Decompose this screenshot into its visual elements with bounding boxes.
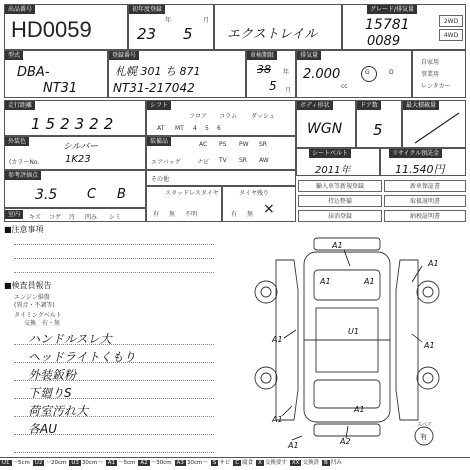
lot-cell (4, 4, 128, 50)
body-cell (296, 100, 356, 148)
displacement-cell (296, 50, 412, 98)
model-name: エクストレイル (227, 27, 318, 42)
rating-label: 参考評価点 (5, 171, 41, 180)
caution-line-2 (14, 258, 214, 259)
engine-sub: (異音・不調等) (14, 302, 55, 309)
legend-desc: 〜5cm (12, 460, 30, 466)
spare-label: スペア (417, 422, 433, 428)
capacity-cell (402, 100, 466, 148)
first-reg-year: 23 (137, 25, 157, 43)
doors-value: 5 (373, 121, 383, 139)
color-cell (4, 136, 146, 170)
fuel-d: D (389, 69, 394, 76)
doc-warranty: 新車保証書 (384, 180, 466, 192)
legend-item (106, 458, 136, 469)
cert-maintenance: 持込整備 (298, 195, 382, 207)
damage-mark-7: A1 (424, 341, 435, 350)
damage-mark-1: A1 (332, 241, 343, 250)
tire-value: × (263, 201, 275, 217)
caution-label: ■注意事項 (4, 225, 44, 234)
first-reg-label: 初年度登録 (129, 5, 165, 14)
studless-label: スタッドレスタイヤ (165, 190, 219, 197)
inspection-year-unit: 年 (283, 69, 290, 76)
legend-key: U3 (71, 460, 79, 466)
type-bottom: NT31 (43, 81, 78, 96)
legend-key: XX (291, 460, 300, 466)
legend-key: S (212, 460, 217, 466)
shift-type-5: 5 (205, 125, 209, 132)
rating-interior: C (87, 187, 97, 202)
use-business: 事業用 (421, 71, 440, 78)
interior-scratch: キズ (29, 214, 41, 221)
interior-dirt: 汚 (69, 214, 76, 221)
reg-label: 登録番号 (109, 51, 139, 60)
legend-desc: 交換要す (264, 460, 287, 466)
shift-type-4: 4 (193, 125, 197, 132)
report-note-4: 下廻りS (28, 386, 72, 400)
displacement-value: 2.000 (303, 67, 341, 82)
legend-item (69, 458, 102, 469)
legend-key: A2 (140, 460, 148, 466)
legend-desc: 〜30cm (150, 460, 172, 466)
doors-cell (356, 100, 402, 148)
first-reg-cell (128, 4, 214, 50)
legend-key: A3 (176, 460, 184, 466)
report-note-1: ハンドルスレ大 (28, 332, 112, 346)
type-top: DBA- (17, 65, 50, 80)
car-damage-diagram (236, 230, 466, 455)
fuel-g: G (365, 69, 370, 76)
equip-label: 装備品 (147, 137, 171, 146)
equip-sr-top: SR (259, 141, 267, 148)
tire-yes: 有 (231, 211, 238, 218)
model-cell (214, 4, 342, 50)
use-private: 自家用 (421, 59, 440, 66)
equip-sr: SR (239, 157, 247, 164)
seatbelt-value: 2011年 (315, 165, 351, 176)
damage-mark-6: A1 (272, 335, 283, 344)
engine-label: エンジン損傷 (14, 294, 50, 301)
timing-sub: 交換 有・無 (24, 320, 61, 327)
recycle-cell (380, 148, 466, 176)
inspector-label: ■検査員報告 (4, 281, 52, 290)
tire-no: 無 (247, 211, 254, 218)
legend-item (322, 458, 342, 469)
rating-cell (4, 170, 146, 208)
body-label: ボディ形状 (297, 101, 333, 110)
inspection-label: 車検期限 (247, 51, 277, 60)
caution-line-1 (14, 244, 214, 245)
grade-label: グレード/排気量 (367, 5, 417, 14)
legend-desc: 凹み (330, 460, 342, 466)
legend-item (233, 458, 253, 469)
displacement-label: 排気量 (297, 51, 321, 60)
studless-no: 無 (169, 211, 176, 218)
legend-key: B (323, 460, 328, 466)
equip-ps: PS (219, 141, 227, 148)
shift-option-dash: ダッシュ (251, 113, 275, 120)
recycle-label: リサイクル預託金 (389, 149, 442, 158)
studless-unknown: 不明 (185, 211, 198, 218)
type-label: 型式 (5, 51, 23, 60)
equip-navi: ナビ (197, 159, 210, 166)
damage-mark-3: A1 (364, 277, 375, 286)
report-note-5: 荷室汚れ大 (28, 404, 89, 418)
mileage-label: 走行距離 (5, 101, 35, 110)
inspection-month-unit: 月 (285, 87, 292, 94)
mileage-value: 152322 (31, 115, 119, 133)
tire-label: タイヤ残り (239, 190, 269, 197)
legend-item (290, 458, 319, 469)
grade-bottom: 0089 (367, 34, 401, 49)
body-value: WGN (307, 121, 343, 137)
shift-cell (146, 100, 296, 136)
inspection-top: 38 (257, 63, 271, 76)
inspection-bottom: 5 (269, 79, 277, 93)
drive-4wd: 4WD (439, 29, 463, 41)
studless-yes: 有 (153, 211, 160, 218)
interior-burn: コゲ (49, 214, 62, 221)
reg-cell (108, 50, 246, 98)
legend-key: A1 (107, 460, 116, 466)
shift-type-at: AT (157, 125, 165, 132)
grade-top: 15781 (365, 17, 410, 33)
shift-type-mt: MT (175, 125, 184, 132)
lot-label: 出品番号 (5, 5, 35, 14)
legend-item (256, 458, 287, 469)
color-label: 外装色 (5, 137, 29, 146)
report-note-2: ヘッドライトくもり (28, 350, 136, 364)
color-code: 1K23 (65, 154, 91, 165)
rating-score: 3.5 (35, 187, 58, 203)
interior-stain: シミ (109, 214, 122, 221)
equip-ac: AC (199, 141, 208, 148)
lot-number: HD0059 (11, 17, 92, 42)
damage-mark-9: A2 (340, 437, 351, 446)
legend-desc: 交換済 (302, 460, 319, 466)
legend-item (211, 458, 231, 469)
interior-label: 室内 (5, 210, 23, 219)
use-cell (412, 50, 466, 98)
legend-item (33, 458, 66, 469)
other-cell (146, 170, 296, 186)
damage-mark-10: A1 (288, 441, 299, 450)
recycle-value: 11.540円 (395, 163, 445, 176)
interior-dent: 凹み (85, 214, 98, 221)
report-note-3: 外装鈑粉 (28, 368, 77, 382)
equip-aw: AW (259, 157, 269, 164)
legend-desc: サビ (219, 460, 231, 466)
doc-tax: 納税証明書 (384, 210, 466, 222)
use-rental: レンタカー (421, 83, 451, 90)
interior-cell (4, 208, 146, 222)
equip-cell (146, 136, 296, 170)
mileage-cell (4, 100, 146, 136)
doc-manual: 取扱説明書 (384, 195, 466, 207)
grade-cell (342, 4, 466, 50)
report-note-6: 各AU (28, 422, 57, 436)
legend-desc: 腐食 (242, 460, 254, 466)
cert-import: 輸入車等新規登録 (298, 180, 382, 192)
equip-tv: TV (219, 157, 227, 164)
equip-airbag: エアバッグ (151, 159, 181, 166)
legend-key: U2 (34, 460, 43, 466)
damage-mark-11: A1 (354, 405, 365, 414)
reg-number: 札幌 301 ち 871 (115, 65, 201, 78)
color-value: シルバー (63, 142, 99, 152)
rating-exterior: B (117, 187, 126, 202)
seatbelt-label: シートベルト (309, 149, 351, 158)
shift-option-column: コラム (219, 113, 237, 120)
other-label: その他 (151, 176, 170, 183)
capacity-label: 最大積載量 (403, 101, 439, 110)
timing-label: タイミングベルト (14, 312, 62, 319)
seatbelt-cell (296, 148, 380, 176)
damage-legend (0, 457, 470, 470)
cc-unit: cc (341, 83, 348, 90)
legend-desc: 〜5cm (118, 460, 136, 466)
month-unit: 月 (203, 17, 210, 24)
equip-pw: PW (239, 141, 249, 148)
doors-label: ドア数 (357, 101, 381, 110)
studless-cell (146, 186, 222, 222)
legend-desc: 30cm〜 (186, 460, 208, 466)
shift-type-6: 6 (217, 125, 221, 132)
color-code-label: (カラーNo. (9, 159, 40, 166)
inspection-cell (246, 50, 296, 98)
damage-mark-5: U1 (348, 327, 359, 336)
shift-option-floor: フロア (189, 113, 208, 120)
damage-mark-8: A1 (272, 415, 283, 424)
damage-mark-4: A1 (428, 259, 439, 268)
spare-value: 有 (420, 433, 427, 441)
tire-cell (222, 186, 296, 222)
legend-key: X (258, 460, 262, 466)
legend-item (138, 458, 171, 469)
legend-item (0, 458, 30, 469)
damage-mark-2: A1 (320, 277, 331, 286)
legend-desc: 〜20cm (45, 460, 67, 466)
legend-item (175, 458, 208, 469)
type-cell (4, 50, 108, 98)
legend-desc: 30cm〜 (81, 460, 103, 466)
legend-key: C (235, 460, 240, 466)
shift-label: シフト (147, 101, 171, 110)
year-unit: 年 (165, 17, 172, 24)
caution-line-3 (14, 272, 214, 273)
chassis-number: NT31-217042 (113, 81, 195, 95)
capacity-slash (403, 101, 467, 149)
cert-deregistration: 抹消登録 (298, 210, 382, 222)
legend-key: U1 (2, 460, 10, 466)
report-line-7 (14, 452, 214, 453)
drive-2wd: 2WD (439, 15, 463, 27)
first-reg-month: 5 (183, 25, 193, 43)
